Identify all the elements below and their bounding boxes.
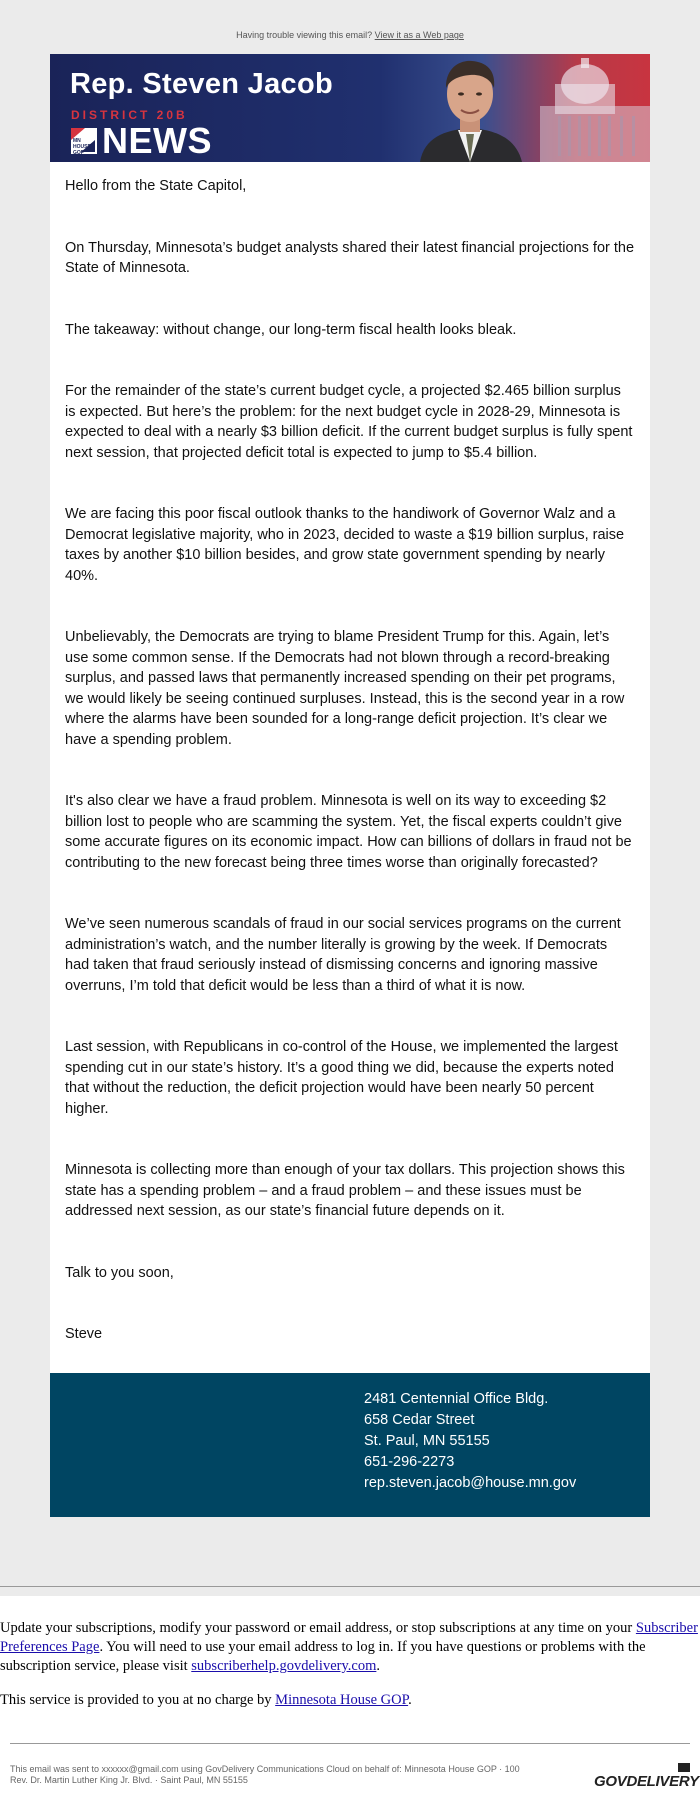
letter-signature: Steve — [65, 1326, 103, 1342]
footer-divider — [10, 1743, 690, 1744]
letter-paragraph: Hello from the State Capitol, — [65, 178, 247, 194]
address-line: 2481 Centennial Office Bldg. — [364, 1390, 549, 1407]
subscription-text: . You will need to use your email address to log in. If you have questions or problems with the subscription service, please visit — [0, 1639, 646, 1674]
subscription-text: . — [376, 1658, 380, 1674]
representative-photo — [410, 54, 530, 162]
letter-paragraph: It's also clear we have a fraud problem. Minnesota is well on its way to exceeding $2 billion lost to people who are scamming the system. Yet, the fiscal experts couldn’t give some accurate figures on its economic impact. How can billions of dollars in fraud not be contributing to the new forecast being three times worse than originally forecasted? — [65, 793, 632, 871]
envelope-icon — [678, 1763, 690, 1772]
letter-paragraph: Talk to you soon, — [65, 1264, 174, 1281]
letter-paragraph: Last session, with Republicans in co-control of the House, we implemented the largest spending cut in our state’s history. It’s a good thing we did, because the experts noted that without the reduction, the deficit projection would have been nearly 50 percent higher. — [65, 1039, 618, 1117]
phone-number: 651-296-2273 — [364, 1453, 455, 1470]
contact-footer — [50, 1373, 650, 1517]
news-title: NEWS — [102, 120, 212, 161]
newsletter-banner — [50, 54, 650, 162]
section-divider — [0, 1586, 700, 1587]
district-label: DISTRICT 20B — [71, 108, 188, 122]
house-gop-logo — [71, 128, 97, 154]
address-line: 658 Cedar Street — [364, 1411, 475, 1428]
fine-print-line: This email was sent to xxxxxx@gmail.com using GovDelivery Communications Cloud on behalf of: Minnesota House GOP · 100 — [10, 1764, 520, 1774]
preheader — [0, 30, 700, 40]
representative-name: Rep. Steven Jacob — [70, 68, 333, 100]
fine-print-line: Rev. Dr. Martin Luther King Jr. Blvd. · Saint Paul, MN 55155 — [10, 1775, 248, 1785]
contact-address — [364, 1389, 576, 1494]
email-body — [50, 54, 650, 1517]
contact-email: rep.steven.jacob@house.mn.gov — [364, 1474, 577, 1491]
preheader-text: Having trouble viewing this email? — [236, 30, 373, 40]
letter-paragraph: Unbelievably, the Democrats are trying to blame President Trump for this. Again, let’s use some common sense. If the Democrats had not blown through a record-breaking surplus, and passed laws that permanently increased spending on their pet programs, we would likely be seeing continued surpluses. Instead, this is the second year in a row where the alarms have been sounded for a long-range deficit projection. It’s clear we have a spending problem. — [65, 629, 625, 748]
view-web-page-link[interactable]: View it as a Web page — [374, 30, 464, 40]
letter-paragraph: For the remainder of the state’s current budget cycle, a projected $2.465 billion surplus is expected. But here’s the problem: for the next budget cycle in 2028-29, Minnesota is expected to deal with a nearly $3 billion deficit. If the current budget surplus is fully spent next session, that projected deficit total is expected to jump to $5.4 billion. — [65, 383, 633, 461]
provider-paragraph — [0, 1691, 700, 1710]
subscription-paragraph — [0, 1619, 700, 1676]
address-line: St. Paul, MN 55155 — [364, 1432, 490, 1449]
letter-paragraph: We’ve seen numerous scandals of fraud in our social services programs on the current administration’s watch, and the number literally is growing by the week. If Democrats had taken that fraud seriously instead of dismissing concerns and ignoring massive overruns, I’m told that deficit would be less than a third of what it is now. — [65, 916, 621, 994]
subscription-text: Update your subscriptions, modify your password or email address, or stop subscriptions at any time on your — [0, 1620, 633, 1636]
letter-paragraph: The takeaway: without change, our long-term fiscal health looks bleak. — [65, 321, 517, 338]
govdelivery-logo[interactable]: GOVDELIVERY — [594, 1773, 699, 1790]
subscriber-help-link[interactable]: subscriberhelp.govdelivery.com — [191, 1658, 377, 1674]
fine-print — [10, 1764, 590, 1786]
letter-content — [50, 162, 650, 1373]
provider-link[interactable]: Minnesota House GOP — [275, 1692, 409, 1708]
subscriber-preferences-link[interactable]: Subscriber Preferences Page — [0, 1620, 698, 1655]
letter-paragraph: On Thursday, Minnesota’s budget analysts shared their latest financial projections for the State of Minnesota. — [65, 239, 635, 276]
letter-paragraph: Minnesota is collecting more than enough of your tax dollars. This projection shows this state has a spending problem – and a fraud problem – and these issues must be addressed next session, as our state’s financial future depends on it. — [65, 1162, 625, 1219]
provider-text: . — [408, 1692, 412, 1708]
house-gop-logo-text: MN HOUSE GOP — [73, 138, 91, 156]
provider-text: This service is provided to you at no charge by — [0, 1692, 272, 1708]
letter-paragraph: We are facing this poor fiscal outlook thanks to the handiwork of Governor Walz and a Democrat legislative majority, who in 2023, decided to waste a $19 billion surplus, raise taxes by another $10 billion besides, and grow state government spending by nearly 40%. — [65, 506, 625, 584]
subscription-info — [0, 1619, 700, 1725]
